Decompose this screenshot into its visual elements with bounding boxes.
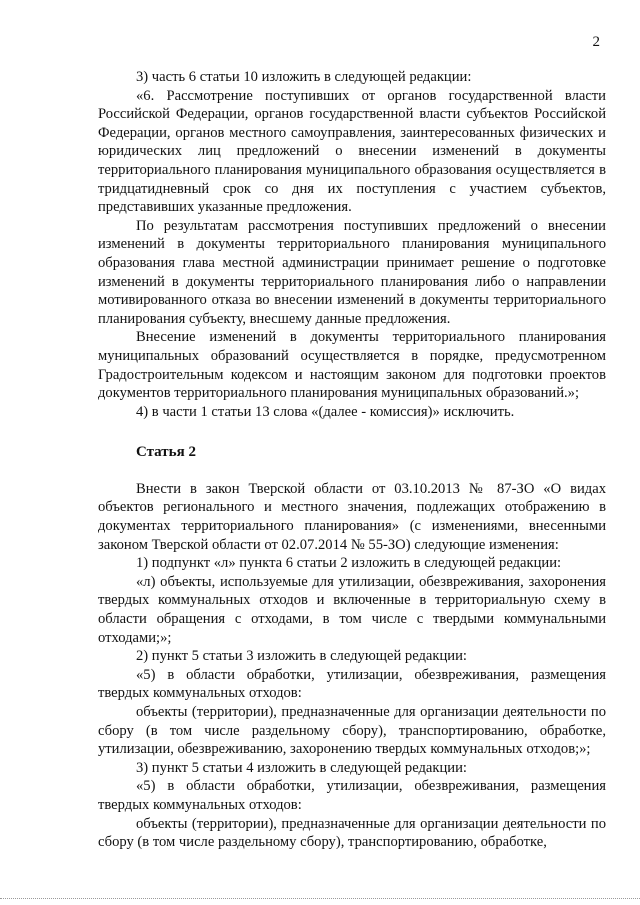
paragraph: объекты (территории), предназначенные для организации деятельности по сбору (в том числе раздельному сбору), транспортированию, обработке, утилизации, обезвреживанию, захоронению твердых коммунальных отходов;»; [98, 704, 606, 758]
paragraph: Внести в закон Тверской области от 03.10.2013 № 87-ЗО «О видах объектов регионального и местного значения, подлежащих отображению в документах территориального планирования» (с изменениями, внесенными законом Тверской области от 02.07.2014 № 55-ЗО) следующие изменения: [98, 480, 606, 553]
page-number: 2 [592, 34, 600, 50]
paragraph: 4) в части 1 статьи 13 слова «(далее - комиссия)» исключить. [136, 403, 515, 420]
paragraph: объекты (территории), предназначенные для организации деятельности по сбору (в том числе раздельному сбору), транспортированию, обработке, [98, 815, 606, 851]
paragraph: «л) объекты, используемые для утилизации, обезвреживания, захоронения твердых коммунальных отходов и включенные в территориальную схему в области обращения с отходами, в том числе с твердыми коммунальными отходами;»; [98, 573, 606, 646]
paragraph: 3) пункт 5 статьи 4 изложить в следующей редакции: [136, 759, 467, 776]
paragraph: «6. Рассмотрение поступивших от органов государственной власти Российской Федерации, органов государственной власти субъектов Российской Федерации, органов местного самоуправления, заинтересованных физических и юридических лиц предложений о внесении изменений в документы территориального планирования муниципального образования осуществляется в тридцатидневный срок со дня их поступления с участием субъектов, представивших указанные предложения. [98, 87, 606, 216]
paragraph: По результатам рассмотрения поступивших предложений о внесении изменений в документы территориального планирования муниципального образования глава местной администрации принимает решение о подготовке изменений в документы территориального планирования либо о направлении мотивированного отказа во внесении изменений в документы территориального планирования субъекту, внесшему данные предложения. [98, 217, 606, 327]
document-body [98, 68, 606, 852]
paragraph: «5) в области обработки, утилизации, обезвреживания, размещения твердых коммунальных отходов: [98, 778, 606, 813]
scan-edge-rule [0, 898, 640, 900]
paragraph: 2) пункт 5 статьи 3 изложить в следующей редакции: [136, 648, 467, 665]
paragraph: 1) подпункт «л» пункта 6 статьи 2 изложить в следующей редакции: [136, 555, 562, 572]
paragraph: 3) часть 6 статьи 10 изложить в следующей редакции: [136, 69, 472, 85]
paragraph: «5) в области обработки, утилизации, обезвреживания, размещения твердых коммунальных отходов: [98, 666, 606, 702]
paragraph: Внесение изменений в документы территориального планирования муниципальных образований осуществляется в порядке, предусмотренном Градостроительным кодексом и настоящим законом для подготовки проектов документов территориального планирования муниципальных образований.»; [98, 329, 606, 402]
article-heading: Статья 2 [136, 444, 196, 461]
